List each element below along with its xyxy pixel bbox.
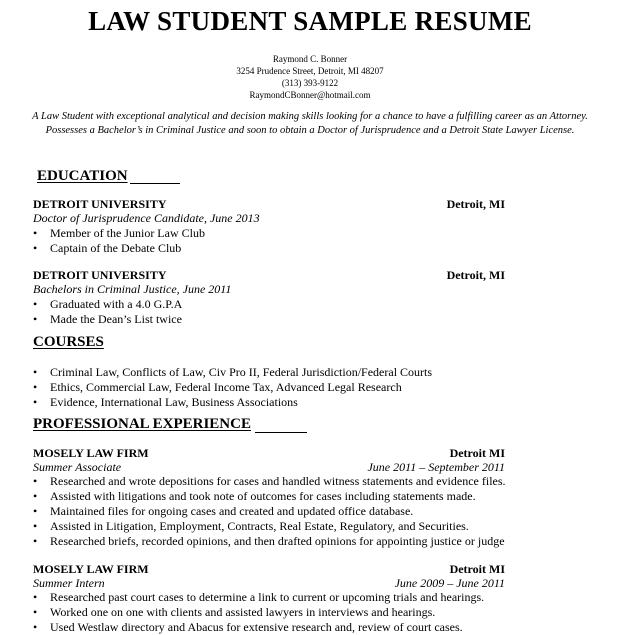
list-item: • Worked one on one with clients and assisted lawyers in interviews and hearings. <box>33 605 484 620</box>
education-1-org: DETROIT UNIVERSITY <box>33 197 167 211</box>
education-2-org: DETROIT UNIVERSITY <box>33 268 167 282</box>
list-item: • Graduated with a 4.0 G.P.A <box>33 297 182 312</box>
courses-heading: COURSES <box>33 334 104 350</box>
list-item: • Made the Dean’s List twice <box>33 312 182 327</box>
experience-2-role: Summer Intern <box>33 576 105 590</box>
contact-email: RaymondCBonner@hotmail.com <box>249 90 371 100</box>
experience-2-org: MOSELY LAW FIRM <box>33 562 149 576</box>
education-1-location: Detroit, MI <box>446 197 505 211</box>
list-item: • Criminal Law, Conflicts of Law, Civ Pro II, Federal Jurisdiction/Federal Courts <box>33 365 432 380</box>
list-item: • Assisted in Litigation, Employment, Contracts, Real Estate, Regulatory, and Securities. <box>33 519 506 534</box>
list-item: • Captain of the Debate Club <box>33 241 205 256</box>
list-item: • Researched briefs, recorded opinions, and then drafted opinions for appointing justice or judge <box>33 534 506 549</box>
list-item: • Member of the Junior Law Club <box>33 226 205 241</box>
experience-1-location: Detroit MI <box>449 446 505 460</box>
contact-name: Raymond C. Bonner <box>272 54 348 64</box>
experience-1-dates: June 2011 – September 2011 <box>367 460 505 474</box>
experience-2-location: Detroit MI <box>449 562 505 576</box>
education-heading: EDUCATION <box>37 168 128 184</box>
contact-address: 3254 Prudence Street, Detroit, MI 48207 <box>236 66 384 76</box>
education-2-degree: Bachelors in Criminal Justice, June 2011 <box>33 282 232 296</box>
contact-phone: (313) 393-9122 <box>281 78 339 88</box>
list-item: • Evidence, International Law, Business Associations <box>33 395 432 410</box>
list-item: • Ethics, Commercial Law, Federal Income Tax, Advanced Legal Research <box>33 380 432 395</box>
experience-1-role: Summer Associate <box>33 460 122 474</box>
list-item: • Maintained files for ongoing cases and created and updated office database. <box>33 504 506 519</box>
list-item: • Researched past court cases to determine a link to current or upcoming trials and hearings. <box>33 590 484 605</box>
list-item: • Researched and wrote depositions for cases and handled witness statements and evidence files. <box>33 474 506 489</box>
experience-2-dates: June 2009 – June 2011 <box>394 576 505 590</box>
education-2-location: Detroit, MI <box>446 268 505 282</box>
experience-heading: PROFESSIONAL EXPERIENCE <box>33 416 251 432</box>
education-2-bullets <box>33 297 182 327</box>
experience-1-bullets <box>33 474 506 549</box>
experience-2-bullets <box>33 590 484 635</box>
education-1-degree: Doctor of Jurisprudence Candidate, June 2013 <box>33 211 260 225</box>
resume-title: LAW STUDENT SAMPLE RESUME <box>88 6 532 36</box>
education-rule <box>130 183 180 184</box>
list-item: • Assisted with litigations and took note of outcomes for cases including statements made. <box>33 489 506 504</box>
objective-statement: A Law Student with exceptional analytical and decision making skills looking for a chance to have a fulfilling career as an Attorney. Possesses a Bachelor’s in Criminal Justice and soon to obtain a Doctor of Jurisprudence and a Detroit State Lawyer License. <box>32 111 588 136</box>
experience-1-org: MOSELY LAW FIRM <box>33 446 149 460</box>
list-item: • Used Westlaw directory and Abacus for extensive research and, review of court cases. <box>33 620 484 635</box>
courses-bullets <box>33 365 432 410</box>
education-1-bullets <box>33 226 205 256</box>
experience-rule <box>255 432 307 433</box>
